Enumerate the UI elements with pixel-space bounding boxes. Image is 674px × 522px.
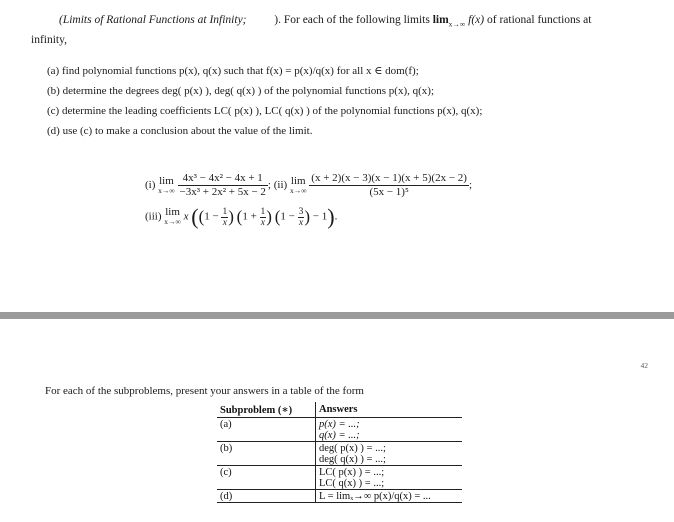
lim-word: lim [165,206,180,218]
lim-subscript: x→∞ [448,19,466,29]
row-label-empty [217,454,316,466]
lim-subscript: x→∞ [164,217,181,226]
limits-block [145,172,605,242]
page-number: 42 [640,361,648,370]
header-subproblem: Subproblem (∗) [217,402,316,418]
page-separator [0,312,674,319]
subproblem-list [47,61,647,141]
row-label-empty [217,478,316,490]
subproblem-text: use (c) to make a conclusion about the value of the limit. [62,125,313,137]
subproblem-text: determine the leading coefficients LC( p(x) ), LC( q(x) ) of the polynomial functions p(x), q(x); [61,105,483,117]
instructions: For each of the subproblems, present your answers in a table of the form [45,385,364,397]
subproblem-d [47,121,647,141]
subproblem-label: (a) [47,65,60,77]
subproblem-label: (d) [47,125,60,137]
subproblem-a [47,61,647,81]
limit-label: (iii) [145,210,162,223]
subproblem-label: (b) [47,85,60,97]
limit-iii-expression: x [183,210,189,223]
table-row [217,430,462,442]
table-row [217,454,462,466]
problem-title-line2: infinity, [31,34,67,47]
subproblem-c [47,101,647,121]
problem-intro [31,12,656,48]
answer-cell: q(x) = ...; [316,430,463,442]
table-row [217,466,462,479]
subproblem-label: (c) [47,105,60,117]
lim-word: lim [432,14,449,26]
table-row [217,418,462,431]
subproblem-text: determine the degrees deg( p(x) ), deg( q(x) ) of the polynomial functions p(x), q(x); [62,85,435,97]
denominator: −3x³ + 2x² + 5x − 2 [179,186,266,198]
table-header [217,402,462,418]
numerator: 4x³ − 4x² − 4x + 1 [182,172,263,184]
limit-label: (ii) [273,179,288,192]
lim-operator [164,207,181,227]
limit-label: (i) [145,179,156,192]
lim-subscript: x→∞ [158,185,175,195]
lim-operator [158,176,175,196]
table-row [217,478,462,490]
numerator: (x + 2)(x − 3)(x − 1)(x + 5)(2x − 2) [311,172,467,184]
denominator: (5x − 1)⁵ [309,185,469,199]
table-row [217,490,462,503]
answer-cell: L = limₓ→∞ p(x)/q(x) = ... [316,490,463,503]
problem-title-tail: of rational functions at [487,14,592,26]
answer-table [217,402,462,503]
row-label: (a) [217,418,316,431]
answer-cell: LC( q(x) ) = ...; [316,478,463,490]
subproblem-b [47,81,647,101]
page-bottom [0,319,674,522]
lim-subscript: x→∞ [289,185,307,195]
header-answers: Answers [316,402,463,418]
row-label: (b) [217,442,316,455]
paren: ( [191,204,199,229]
limit-i: (i) lim x→∞ $\frac{\text{4x³ − 4x² − 4x + 1}}{\text{−3x³ + 2x² + 5x − 2}}$ ; (ii) lim x→∞ $\frac{(x + 2)(x - 3)(x - 1)(x + 5)(2x - 2)}{\text{(5x − 1)⁵}}$ ; [145,172,473,198]
lim-word: lim [159,174,174,187]
limit-i-fraction [178,172,268,199]
subproblem-text: find polynomial functions p(x), q(x) such that f(x) = p(x)/q(x) for all x ∈ dom(f); [61,65,419,77]
answer-cell: LC( p(x) ) = ...; [319,467,385,478]
fx-symbol: f(x) [468,14,485,26]
lim-word: lim [290,174,306,187]
answer-cell: p(x) = ...; [319,419,360,430]
problem-title: (Limits of Rational Functions at Infinity; [59,14,247,26]
lim-operator [290,176,307,196]
answer-cell: deg( q(x) ) = ...; [316,454,463,466]
row-label: (c) [217,466,316,479]
row-label: (d) [217,490,316,503]
table-row [217,442,462,455]
row-label-empty [217,430,316,442]
limit-iii: (iii) lim x→∞ x ((1 − $\frac{1}{x}$ ) (1 + $\frac{1}{x}$ ) (1 − $\frac{3}{x}$ ) − 1). [145,204,338,229]
limit-ii-fraction [309,172,469,199]
problem-title-rest: ). For each of the following limits [274,14,430,26]
answer-cell: deg( p(x) ) = ...; [319,443,386,454]
